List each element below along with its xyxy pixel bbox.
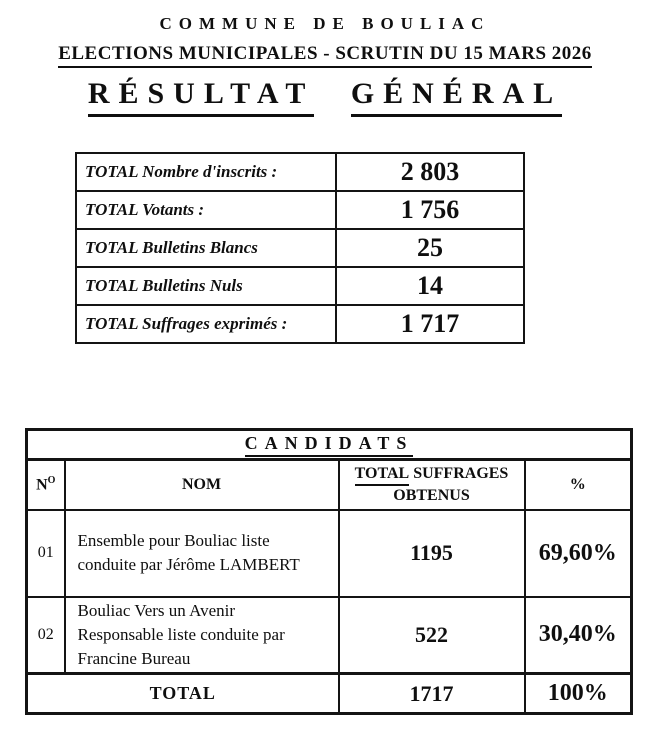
commune-title: COMMUNE DE BOULIAC	[159, 14, 491, 33]
candidates-table	[25, 428, 633, 715]
candidates-header-row	[27, 460, 632, 510]
candidate-2-votes: 522	[339, 597, 525, 674]
table-row	[76, 191, 524, 229]
table-row	[76, 267, 524, 305]
election-subtitle	[0, 43, 650, 68]
table-row	[76, 229, 524, 267]
candidate-2-name: Bouliac Vers un Avenir Responsable liste conduite par Francine Bureau	[65, 597, 339, 674]
total-exprimes-value: 1 717	[336, 305, 524, 343]
document-header	[0, 14, 650, 117]
total-nuls-label: TOTAL Bulletins Nuls	[76, 267, 336, 305]
candidates-total-votes: 1717	[339, 674, 525, 714]
candidates-title: CANDIDATS	[245, 433, 414, 457]
header-num-main: N	[36, 475, 48, 493]
main-title	[0, 77, 650, 117]
header-suffrages-line2: OBTENUS	[393, 486, 470, 504]
candidates-title-row	[27, 430, 632, 460]
election-subtitle-text: ELECTIONS MUNICIPALES - SCRUTIN DU 15 MARS 2026	[58, 43, 592, 68]
main-title-word-1: RÉSULTAT	[88, 77, 315, 117]
candidate-2-percent: 30,40%	[525, 597, 632, 674]
table-row	[76, 153, 524, 191]
candidate-1-percent: 69,60%	[525, 510, 632, 597]
totals-table	[75, 152, 525, 344]
total-inscrits-label: TOTAL Nombre d'inscrits :	[76, 153, 336, 191]
total-blancs-value: 25	[336, 229, 524, 267]
header-num-sup: O	[47, 474, 56, 486]
header-suffrages-rest: SUFFRAGES	[413, 464, 509, 482]
table-row	[76, 305, 524, 343]
candidate-row-2	[27, 597, 632, 674]
header-num	[27, 460, 65, 510]
main-title-word-2: GÉNÉRAL	[351, 77, 562, 117]
candidates-total-percent: 100%	[525, 674, 632, 714]
candidates-title-cell	[27, 430, 632, 460]
total-exprimes-label: TOTAL Suffrages exprimés :	[76, 305, 336, 343]
total-votants-label: TOTAL Votants :	[76, 191, 336, 229]
header-suffrages	[339, 460, 525, 510]
header-suffrages-underlined: TOTAL	[355, 464, 410, 486]
total-nuls-value: 14	[336, 267, 524, 305]
total-votants-value: 1 756	[336, 191, 524, 229]
candidate-1-votes: 1195	[339, 510, 525, 597]
candidates-total-label: TOTAL	[27, 674, 339, 714]
header-percent: %	[525, 460, 632, 510]
candidate-1-num: 01	[27, 510, 65, 597]
candidate-1-name: Ensemble pour Bouliac liste conduite par Jérôme LAMBERT	[65, 510, 339, 597]
total-blancs-label: TOTAL Bulletins Blancs	[76, 229, 336, 267]
header-nom: NOM	[65, 460, 339, 510]
candidate-2-num: 02	[27, 597, 65, 674]
total-inscrits-value: 2 803	[336, 153, 524, 191]
candidate-row-1	[27, 510, 632, 597]
candidates-total-row	[27, 674, 632, 714]
